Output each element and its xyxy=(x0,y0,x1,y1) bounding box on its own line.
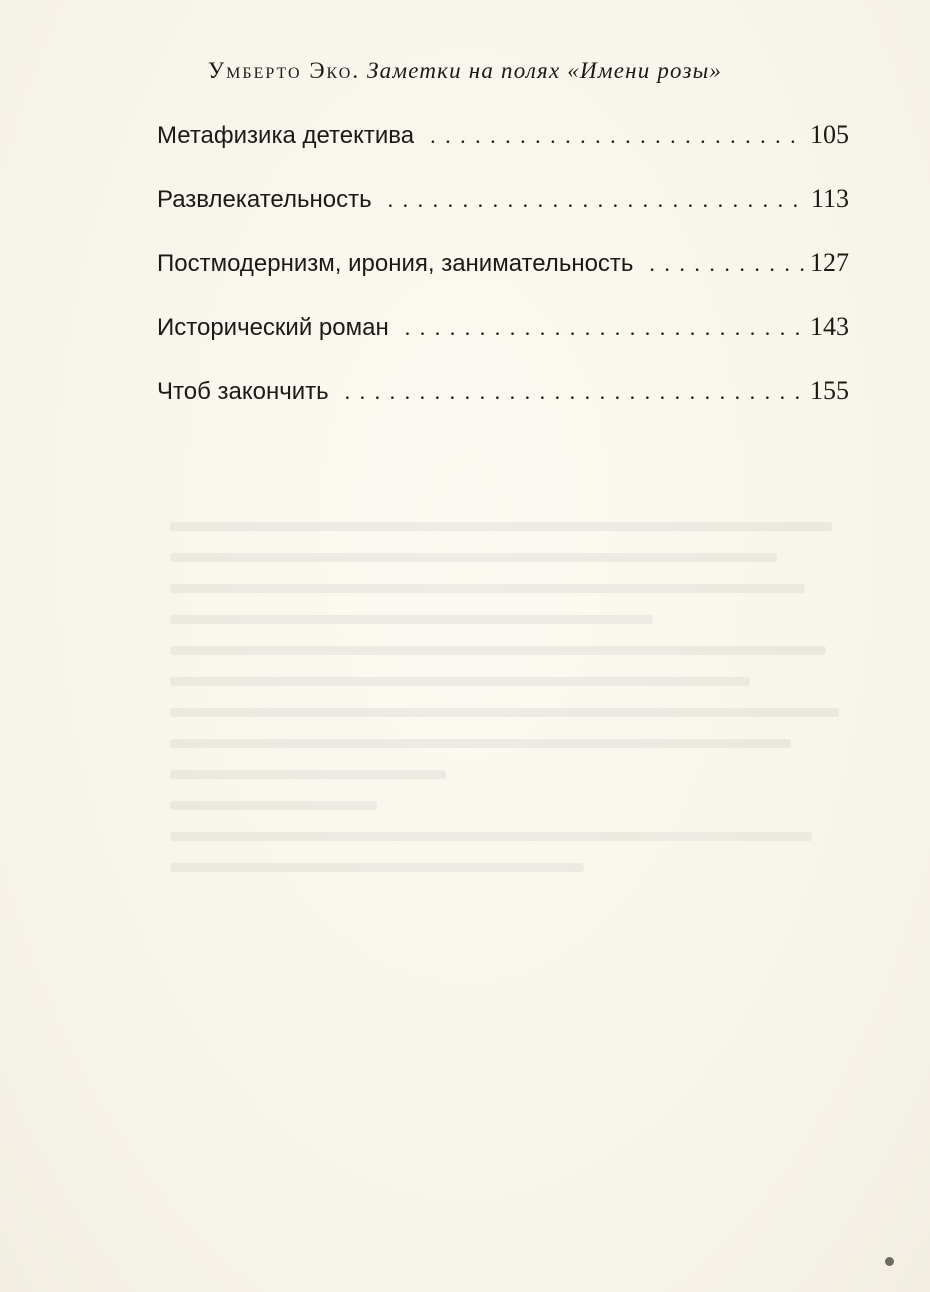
toc-entry-label: Исторический роман xyxy=(157,314,389,341)
toc-entry xyxy=(157,312,849,376)
toc-entry-page: 143 xyxy=(810,312,849,341)
toc-entry-page: 105 xyxy=(810,120,849,149)
toc-entry xyxy=(157,248,849,312)
toc-leader-dots xyxy=(388,187,807,213)
table-of-contents xyxy=(157,120,849,440)
toc-leader-dots xyxy=(649,251,806,277)
toc-leader-dots xyxy=(405,315,806,341)
header-author: Умберто Эко. xyxy=(207,58,361,83)
toc-entry xyxy=(157,184,849,248)
toc-leader-dots xyxy=(345,379,806,405)
toc-leader-dots xyxy=(430,123,806,149)
header-title: Заметки на полях «Имени розы» xyxy=(367,58,723,83)
toc-entry-page: 127 xyxy=(810,248,849,277)
toc-entry-label: Метафизика детектива xyxy=(157,122,415,149)
bleed-through-texture xyxy=(170,500,860,1120)
toc-entry xyxy=(157,120,849,184)
toc-entry-label: Постмодернизм, ирония, занимательность xyxy=(157,250,634,277)
running-header xyxy=(0,58,930,84)
toc-entry xyxy=(157,376,849,440)
toc-entry-label: Развлекательность xyxy=(157,186,372,213)
toc-entry-page: 155 xyxy=(810,376,849,405)
toc-entry-label: Чтоб закончить xyxy=(157,378,329,405)
toc-entry-page: 113 xyxy=(810,184,849,213)
paper-speck xyxy=(885,1257,894,1266)
